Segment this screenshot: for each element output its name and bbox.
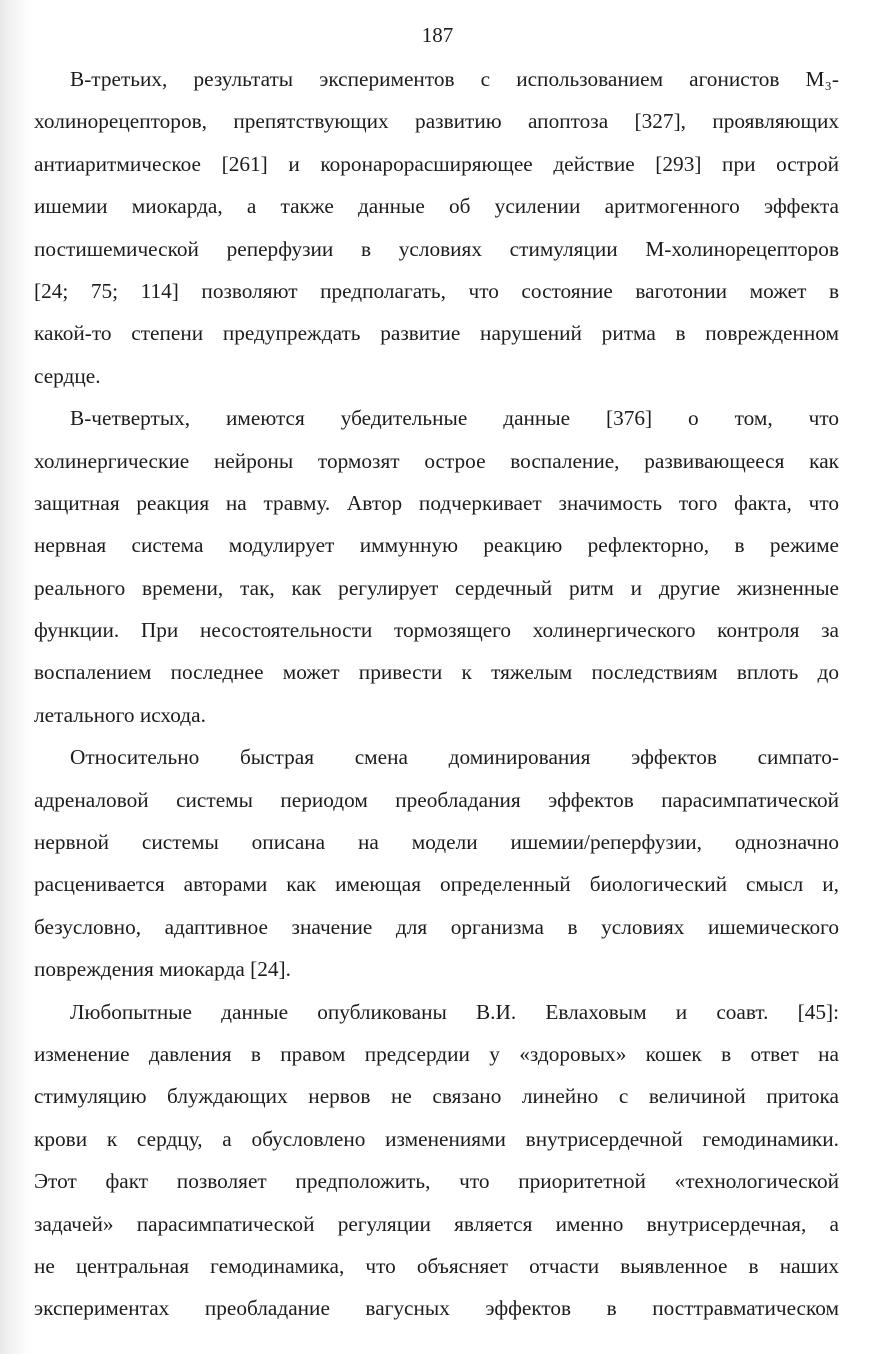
text-line: постишемической реперфузии в условиях стимуляции М-холинорецепторов	[34, 236, 839, 261]
text-line: В-третьих, результаты экспериментов с использованием агонистов М₃-	[70, 67, 839, 91]
text-line: нервная система модулирует иммунную реакцию рефлекторно, в режиме	[34, 533, 839, 558]
paragraph	[34, 736, 839, 990]
text-line: В-четвертых, имеются убедительные данные [376] о том, что	[70, 406, 839, 431]
text-line: нервной системы описана на модели ишемии/реперфузии, однозначно	[34, 830, 839, 855]
scan-binding-shadow	[0, 0, 34, 1354]
text-line: расценивается авторами как имеющая определенный биологический смысл и,	[34, 872, 839, 897]
text-line: антиаритмическое [261] и коронарорасширяющее действие [293] при острой	[34, 151, 839, 176]
text-line: холинергические нейроны тормозят острое воспаление, развивающееся как	[34, 448, 839, 473]
text-line: холинорецепторов, препятствующих развитию апоптоза [327], проявляющих	[34, 109, 839, 134]
text-line: сердце.	[34, 363, 101, 388]
text-line: адреналовой системы периодом преобладания эффектов парасимпатической	[34, 787, 839, 812]
text-line: ишемии миокарда, а также данные об усилении аритмогенного эффекта	[34, 194, 839, 219]
text-line: воспалением последнее может привести к тяжелым последствиям вплоть до	[34, 660, 839, 685]
text-line: изменение давления в правом предсердии у «здоровых» кошек в ответ на	[34, 1041, 839, 1066]
text-line: задачей» парасимпатической регуляции является именно внутрисердечная, а	[34, 1211, 839, 1236]
paragraph	[34, 991, 839, 1330]
text-line: реального времени, так, как регулирует сердечный ритм и другие жизненные	[34, 575, 839, 600]
paragraph	[34, 58, 839, 397]
text-line: повреждения миокарда [24].	[34, 957, 291, 982]
page-number: 187	[421, 23, 454, 47]
text-line: безусловно, адаптивное значение для организма в условиях ишемического	[34, 914, 839, 939]
text-line: не центральная гемодинамика, что объясняет отчасти выявленное в наших	[34, 1253, 839, 1278]
text-line: [24; 75; 114] позволяют предполагать, что состояние ваготонии может в	[34, 278, 839, 303]
document-body	[34, 58, 839, 1330]
text-line: летального исхода.	[34, 702, 206, 727]
text-line: Этот факт позволяет предположить, что приоритетной «технологической	[34, 1169, 839, 1194]
text-line: Любопытные данные опубликованы В.И. Евлаховым и соавт. [45]:	[70, 999, 839, 1024]
text-line: экспериментах преобладание вагусных эффектов в посттравматическом	[34, 1296, 839, 1321]
text-line: какой-то степени предупреждать развитие нарушений ритма в поврежденном	[34, 321, 839, 346]
text-line: Относительно быстрая смена доминирования эффектов симпато-	[70, 745, 839, 770]
text-line: функции. При несостоятельности тормозящего холинергического контроля за	[34, 618, 839, 643]
paragraph	[34, 397, 839, 736]
text-line: защитная реакция на травму. Автор подчеркивает значимость того факта, что	[34, 490, 839, 515]
text-line: стимуляцию блуждающих нервов не связано линейно с величиной притока	[34, 1084, 839, 1109]
text-line: крови к сердцу, а обусловлено изменениями внутрисердечной гемодинамики.	[34, 1126, 839, 1151]
